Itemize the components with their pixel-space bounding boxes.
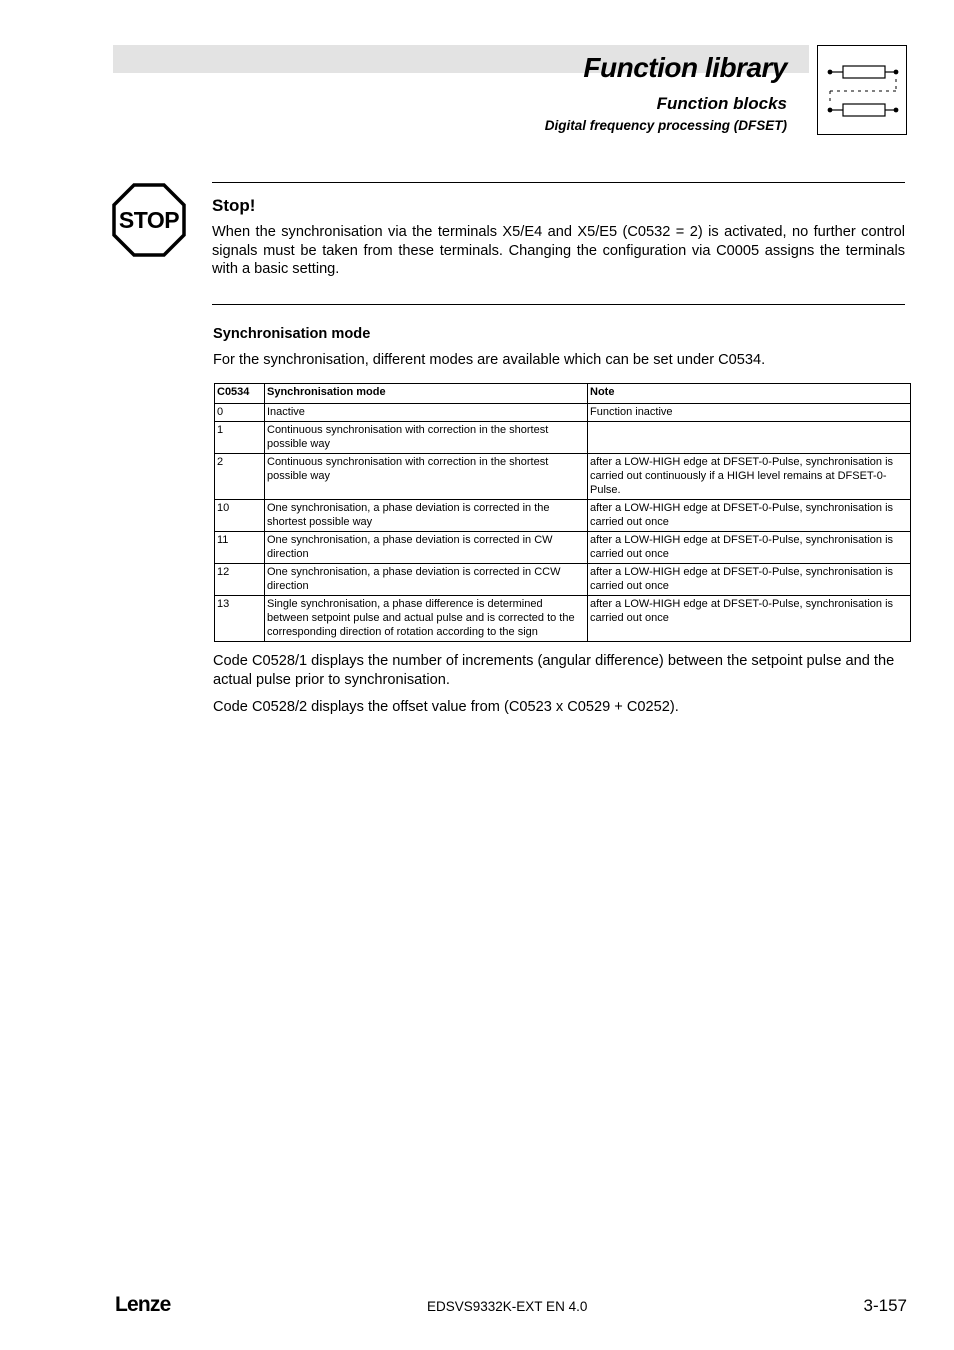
function-block-icon xyxy=(817,45,907,135)
table-cell: 11 xyxy=(215,532,265,564)
table-cell xyxy=(588,422,911,454)
table-cell: after a LOW-HIGH edge at DFSET-0-Pulse, synchronisation is carried out once xyxy=(588,500,911,532)
stop-text: When the synchronisation via the terminals X5/E4 and X5/E5 (C0532 = 2) is activated, no further control signals must be taken from these terminals. Changing the configuration via C0005 assigns the terminals with a basic setting. xyxy=(212,224,905,278)
table-cell: Single synchronisation, a phase difference is determined between setpoint pulse and actual pulse and is corrected to the corresponding direction of rotation according to the sign xyxy=(265,596,588,642)
stop-heading: Stop! xyxy=(212,196,256,215)
stop-box-top-rule xyxy=(212,182,905,183)
table-row xyxy=(215,404,911,422)
table-cell: after a LOW-HIGH edge at DFSET-0-Pulse, synchronisation is carried out once xyxy=(588,596,911,642)
table-cell: after a LOW-HIGH edge at DFSET-0-Pulse, synchronisation is carried out once xyxy=(588,564,911,596)
page-title: Function library xyxy=(583,52,787,83)
page-number: 3-157 xyxy=(863,1296,907,1315)
function-block-diagram-icon xyxy=(818,46,906,134)
table-header-cell: Note xyxy=(588,384,911,404)
table-cell: Function inactive xyxy=(588,404,911,422)
table-row xyxy=(215,532,911,564)
section-intro: For the synchronisation, different modes are available which can be set under C0534. xyxy=(213,352,766,368)
stop-box-bottom-rule xyxy=(212,304,905,305)
table-cell: 1 xyxy=(215,422,265,454)
document-id: EDSVS9332K-EXT EN 4.0 xyxy=(427,1299,588,1314)
paragraph-c0528-2: Code C0528/2 displays the offset value from (C0523 x C0529 + C0252). xyxy=(213,699,679,715)
table-header-row xyxy=(215,384,911,404)
table-cell: One synchronisation, a phase deviation is corrected in the shortest possible way xyxy=(265,500,588,532)
table-row xyxy=(215,596,911,642)
section-subtitle: Digital frequency processing (DFSET) xyxy=(544,118,787,133)
table-header-cell: C0534 xyxy=(215,384,265,404)
stop-sign-text: STOP xyxy=(118,207,180,233)
synchronisation-mode-table xyxy=(214,383,911,642)
table-row xyxy=(215,564,911,596)
section-heading: Synchronisation mode xyxy=(213,326,371,342)
paragraph-c0528-1: Code C0528/1 displays the number of increments (angular difference) between the setpoint pulse and the actual pulse prior to synchronisation. xyxy=(213,653,895,688)
chapter-subtitle: Function blocks xyxy=(656,94,787,113)
table-cell: 12 xyxy=(215,564,265,596)
table-row xyxy=(215,500,911,532)
table-row xyxy=(215,422,911,454)
table-cell: after a LOW-HIGH edge at DFSET-0-Pulse, synchronisation is carried out continuously if a HIGH level remains at DFSET-0-Pulse. xyxy=(588,454,911,500)
table-cell: One synchronisation, a phase deviation is corrected in CCW direction xyxy=(265,564,588,596)
table-cell: after a LOW-HIGH edge at DFSET-0-Pulse, synchronisation is carried out once xyxy=(588,532,911,564)
table-cell: 10 xyxy=(215,500,265,532)
table-header-cell: Synchronisation mode xyxy=(265,384,588,404)
table-cell: 2 xyxy=(215,454,265,500)
table-row xyxy=(215,454,911,500)
table-cell: Inactive xyxy=(265,404,588,422)
table-cell: 0 xyxy=(215,404,265,422)
table-cell: Continuous synchronisation with correction in the shortest possible way xyxy=(265,454,588,500)
table-cell: One synchronisation, a phase deviation is corrected in CW direction xyxy=(265,532,588,564)
lenze-logo: Lenze xyxy=(115,1293,171,1316)
table-cell: Continuous synchronisation with correction in the shortest possible way xyxy=(265,422,588,454)
stop-sign-icon xyxy=(112,183,186,257)
table-cell: 13 xyxy=(215,596,265,642)
